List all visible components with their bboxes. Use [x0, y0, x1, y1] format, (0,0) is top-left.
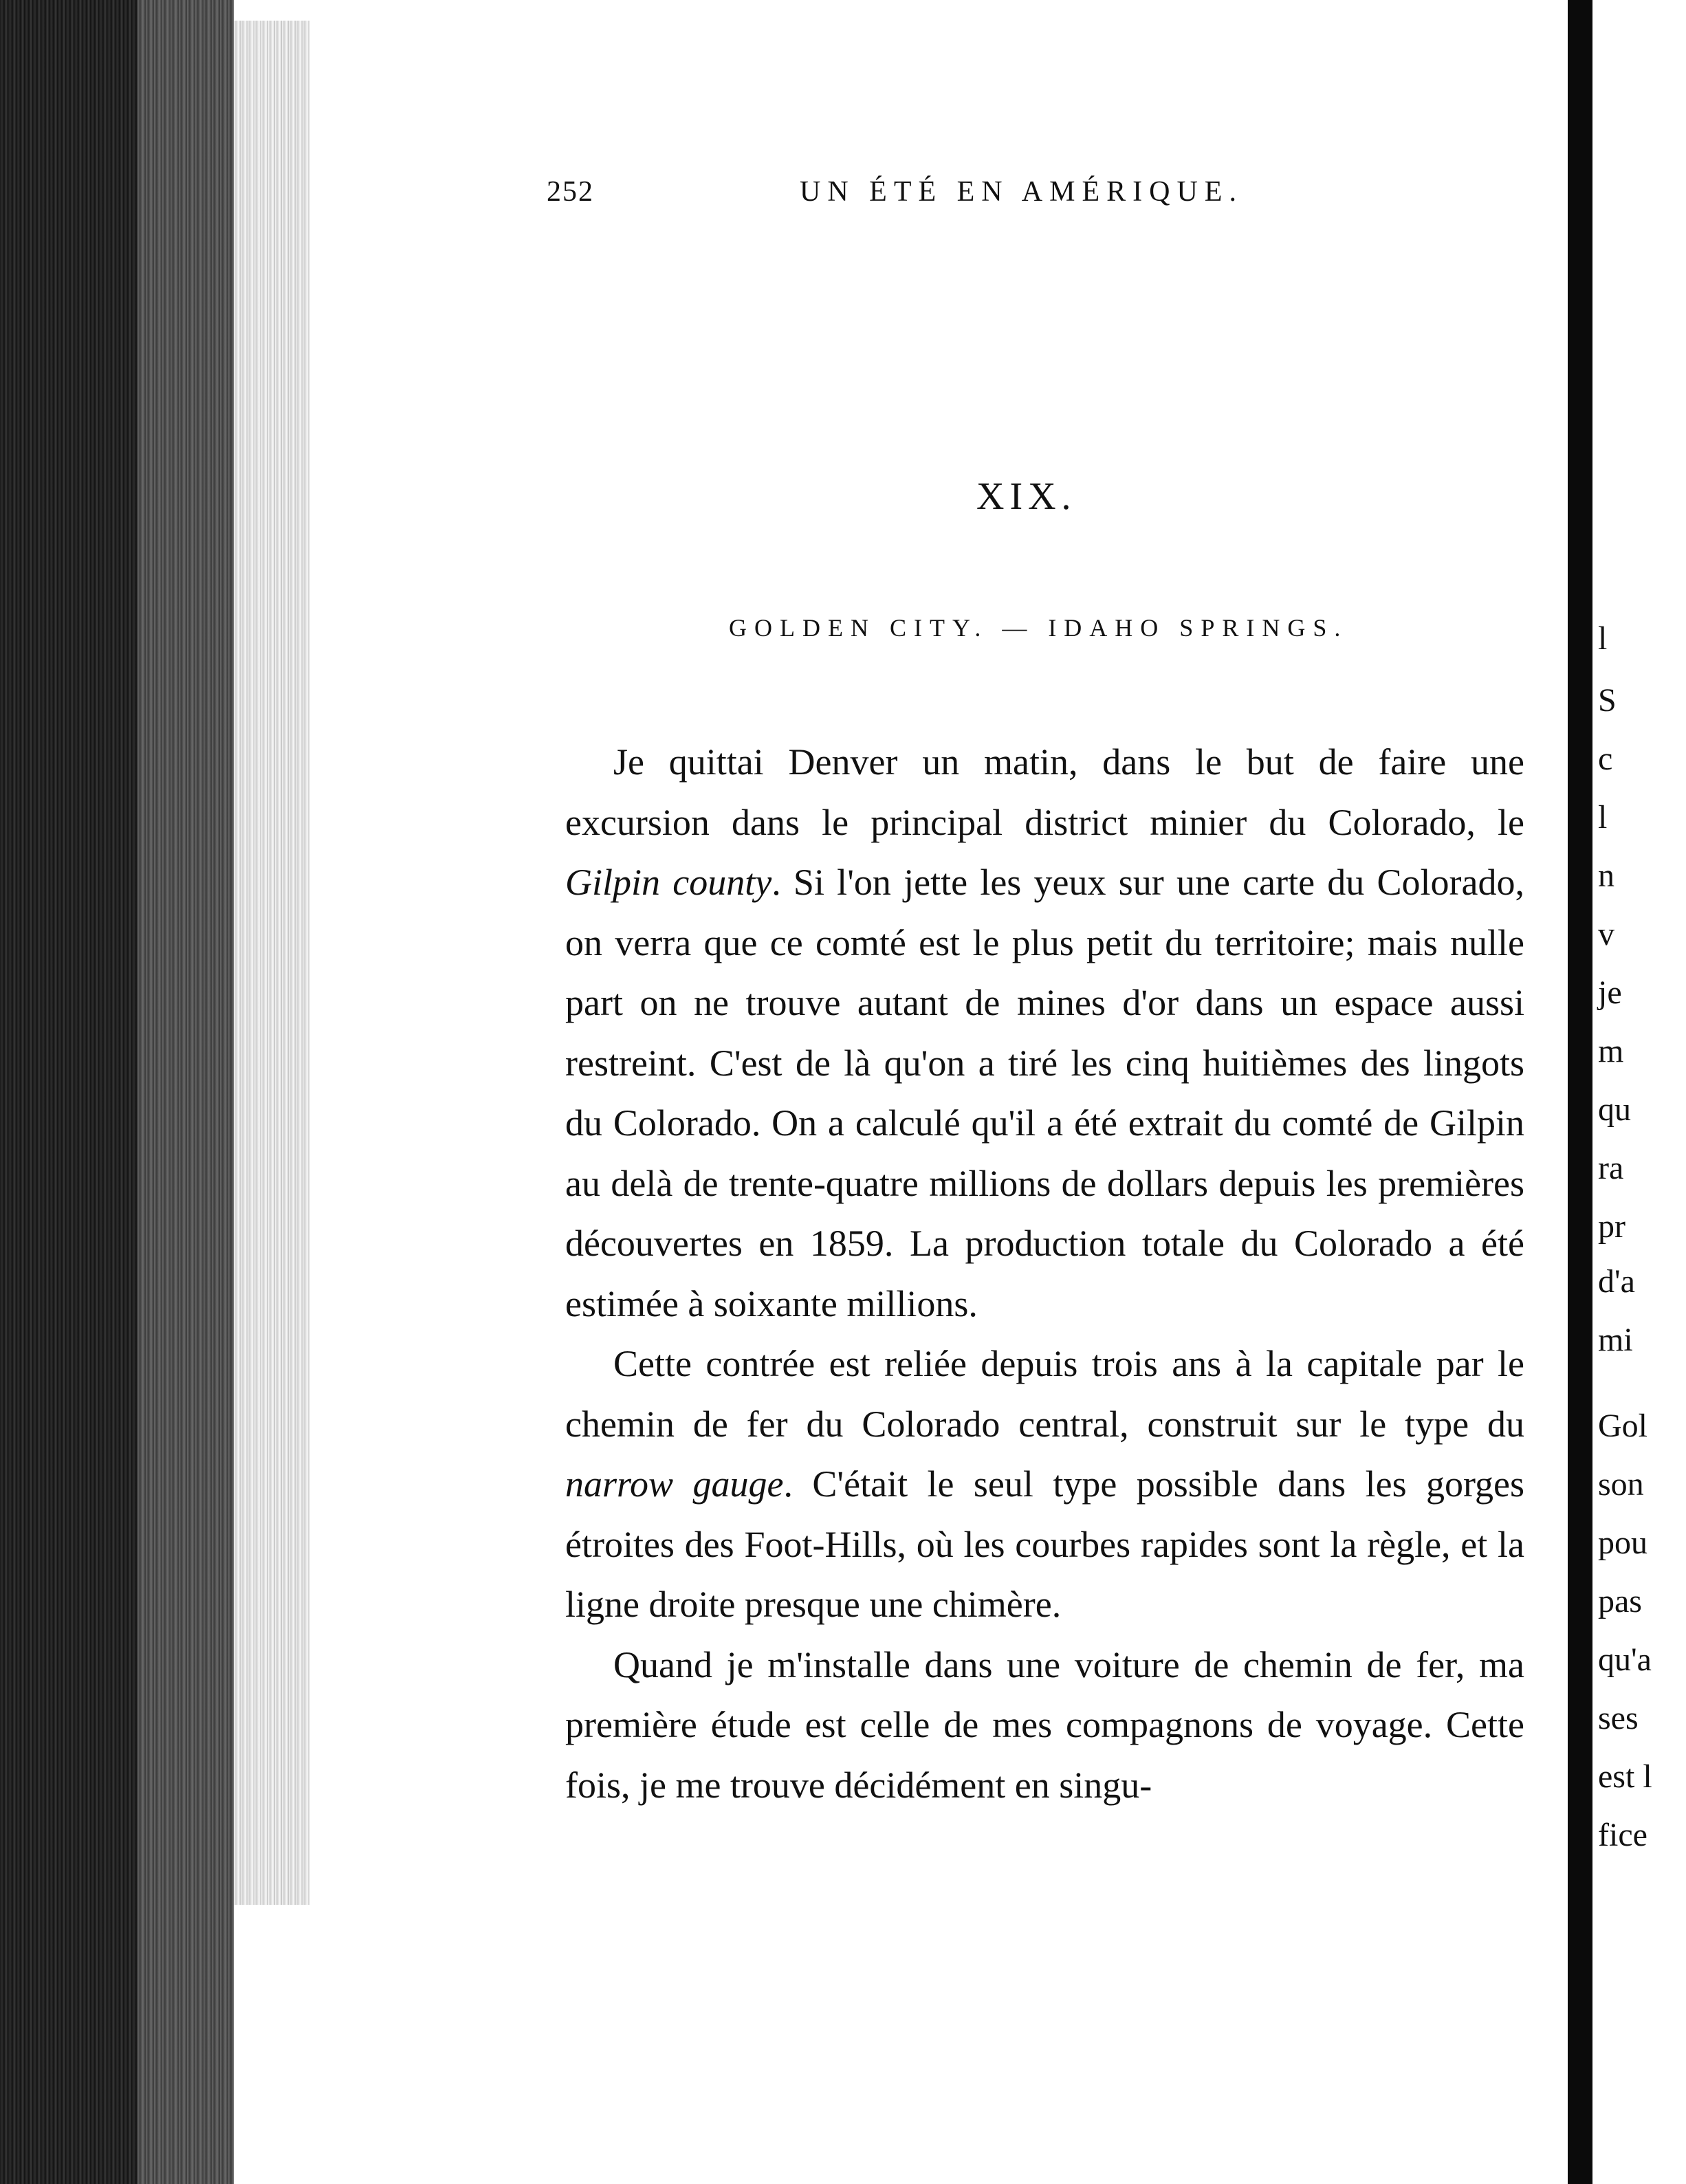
- facing-page-fragment: d'a: [1598, 1263, 1635, 1300]
- paragraph-2: [565, 1334, 1524, 1635]
- facing-page-fragment: est l: [1598, 1758, 1652, 1795]
- facing-page-fragment: S: [1598, 682, 1617, 719]
- paragraph-1: [565, 732, 1524, 1334]
- facing-page: [1592, 0, 1686, 2184]
- page-edges: [234, 21, 309, 1905]
- facing-page-fragment: pr: [1598, 1208, 1625, 1245]
- facing-page-fragment: Gol: [1598, 1408, 1647, 1444]
- facing-page-fragment: pou: [1598, 1525, 1647, 1561]
- italic-term: narrow gauge: [565, 1463, 784, 1505]
- facing-page-fragment: l: [1598, 799, 1608, 836]
- facing-page-fragment: l: [1598, 620, 1608, 657]
- facing-page-fragment: fice: [1598, 1817, 1647, 1853]
- book-gutter: [1568, 0, 1592, 2184]
- running-title: UN ÉTÉ EN AMÉRIQUE.: [800, 176, 1243, 208]
- paragraph-text: Je quittai Denver un matin, dans le but de faire une excursion dans le principal district minier du Colorado, le: [565, 741, 1524, 843]
- facing-page-fragment: son: [1598, 1466, 1644, 1503]
- paragraph-text: . Si l'on jette les yeux sur une carte du Colorado, on verra que ce comté est le plus petit du territoire; mais nulle part on ne trouve autant de mines d'or dans un espace aussi restreint. C'est de là qu'on a tiré les cinq huitièmes des lingots du Colorado. On a calculé qu'il a été extrait du comté de Gilpin au delà de trente-quatre millions de dollars depuis les premières découvertes en 1859. La production totale du Colorado a été estimée à soixante millions.: [565, 862, 1524, 1324]
- facing-page-fragment: n: [1598, 858, 1614, 894]
- page-number: 252: [547, 176, 594, 208]
- book-edge: [0, 0, 234, 2184]
- paragraph-text: Cette contrée est reliée depuis trois ans à la capitale par le chemin de fer du Colorado central, construit sur le type du: [565, 1343, 1524, 1445]
- paragraph-3: [565, 1635, 1524, 1816]
- chapter-title: GOLDEN CITY. — IDAHO SPRINGS.: [729, 614, 1348, 642]
- facing-page-fragment: ses: [1598, 1700, 1639, 1736]
- facing-page-fragment: qu: [1598, 1091, 1631, 1128]
- body-text: [565, 732, 1524, 1815]
- facing-page-fragment: pas: [1598, 1583, 1642, 1619]
- italic-term: Gilpin county: [565, 862, 772, 903]
- facing-page-fragment: mi: [1598, 1322, 1633, 1358]
- paragraph-text: Quand je m'installe dans une voiture de chemin de fer, ma première étude est celle de mes compagnons de voyage. Cette fois, je me trouve décidément en singu-: [565, 1644, 1524, 1806]
- facing-page-fragment: qu'a: [1598, 1641, 1652, 1678]
- facing-page-fragment: je: [1598, 974, 1622, 1011]
- facing-page-fragment: ra: [1598, 1150, 1624, 1186]
- paragraph-text: . C'était le seul type possible dans les gorges étroites des Foot-Hills, où les courbes rapides sont la règle, et la ligne droite presque une chimère.: [565, 1463, 1525, 1625]
- facing-page-fragment: m: [1598, 1033, 1624, 1069]
- facing-page-fragment: c: [1598, 741, 1613, 777]
- chapter-number: XIX.: [976, 475, 1077, 518]
- facing-page-fragment: v: [1598, 916, 1614, 952]
